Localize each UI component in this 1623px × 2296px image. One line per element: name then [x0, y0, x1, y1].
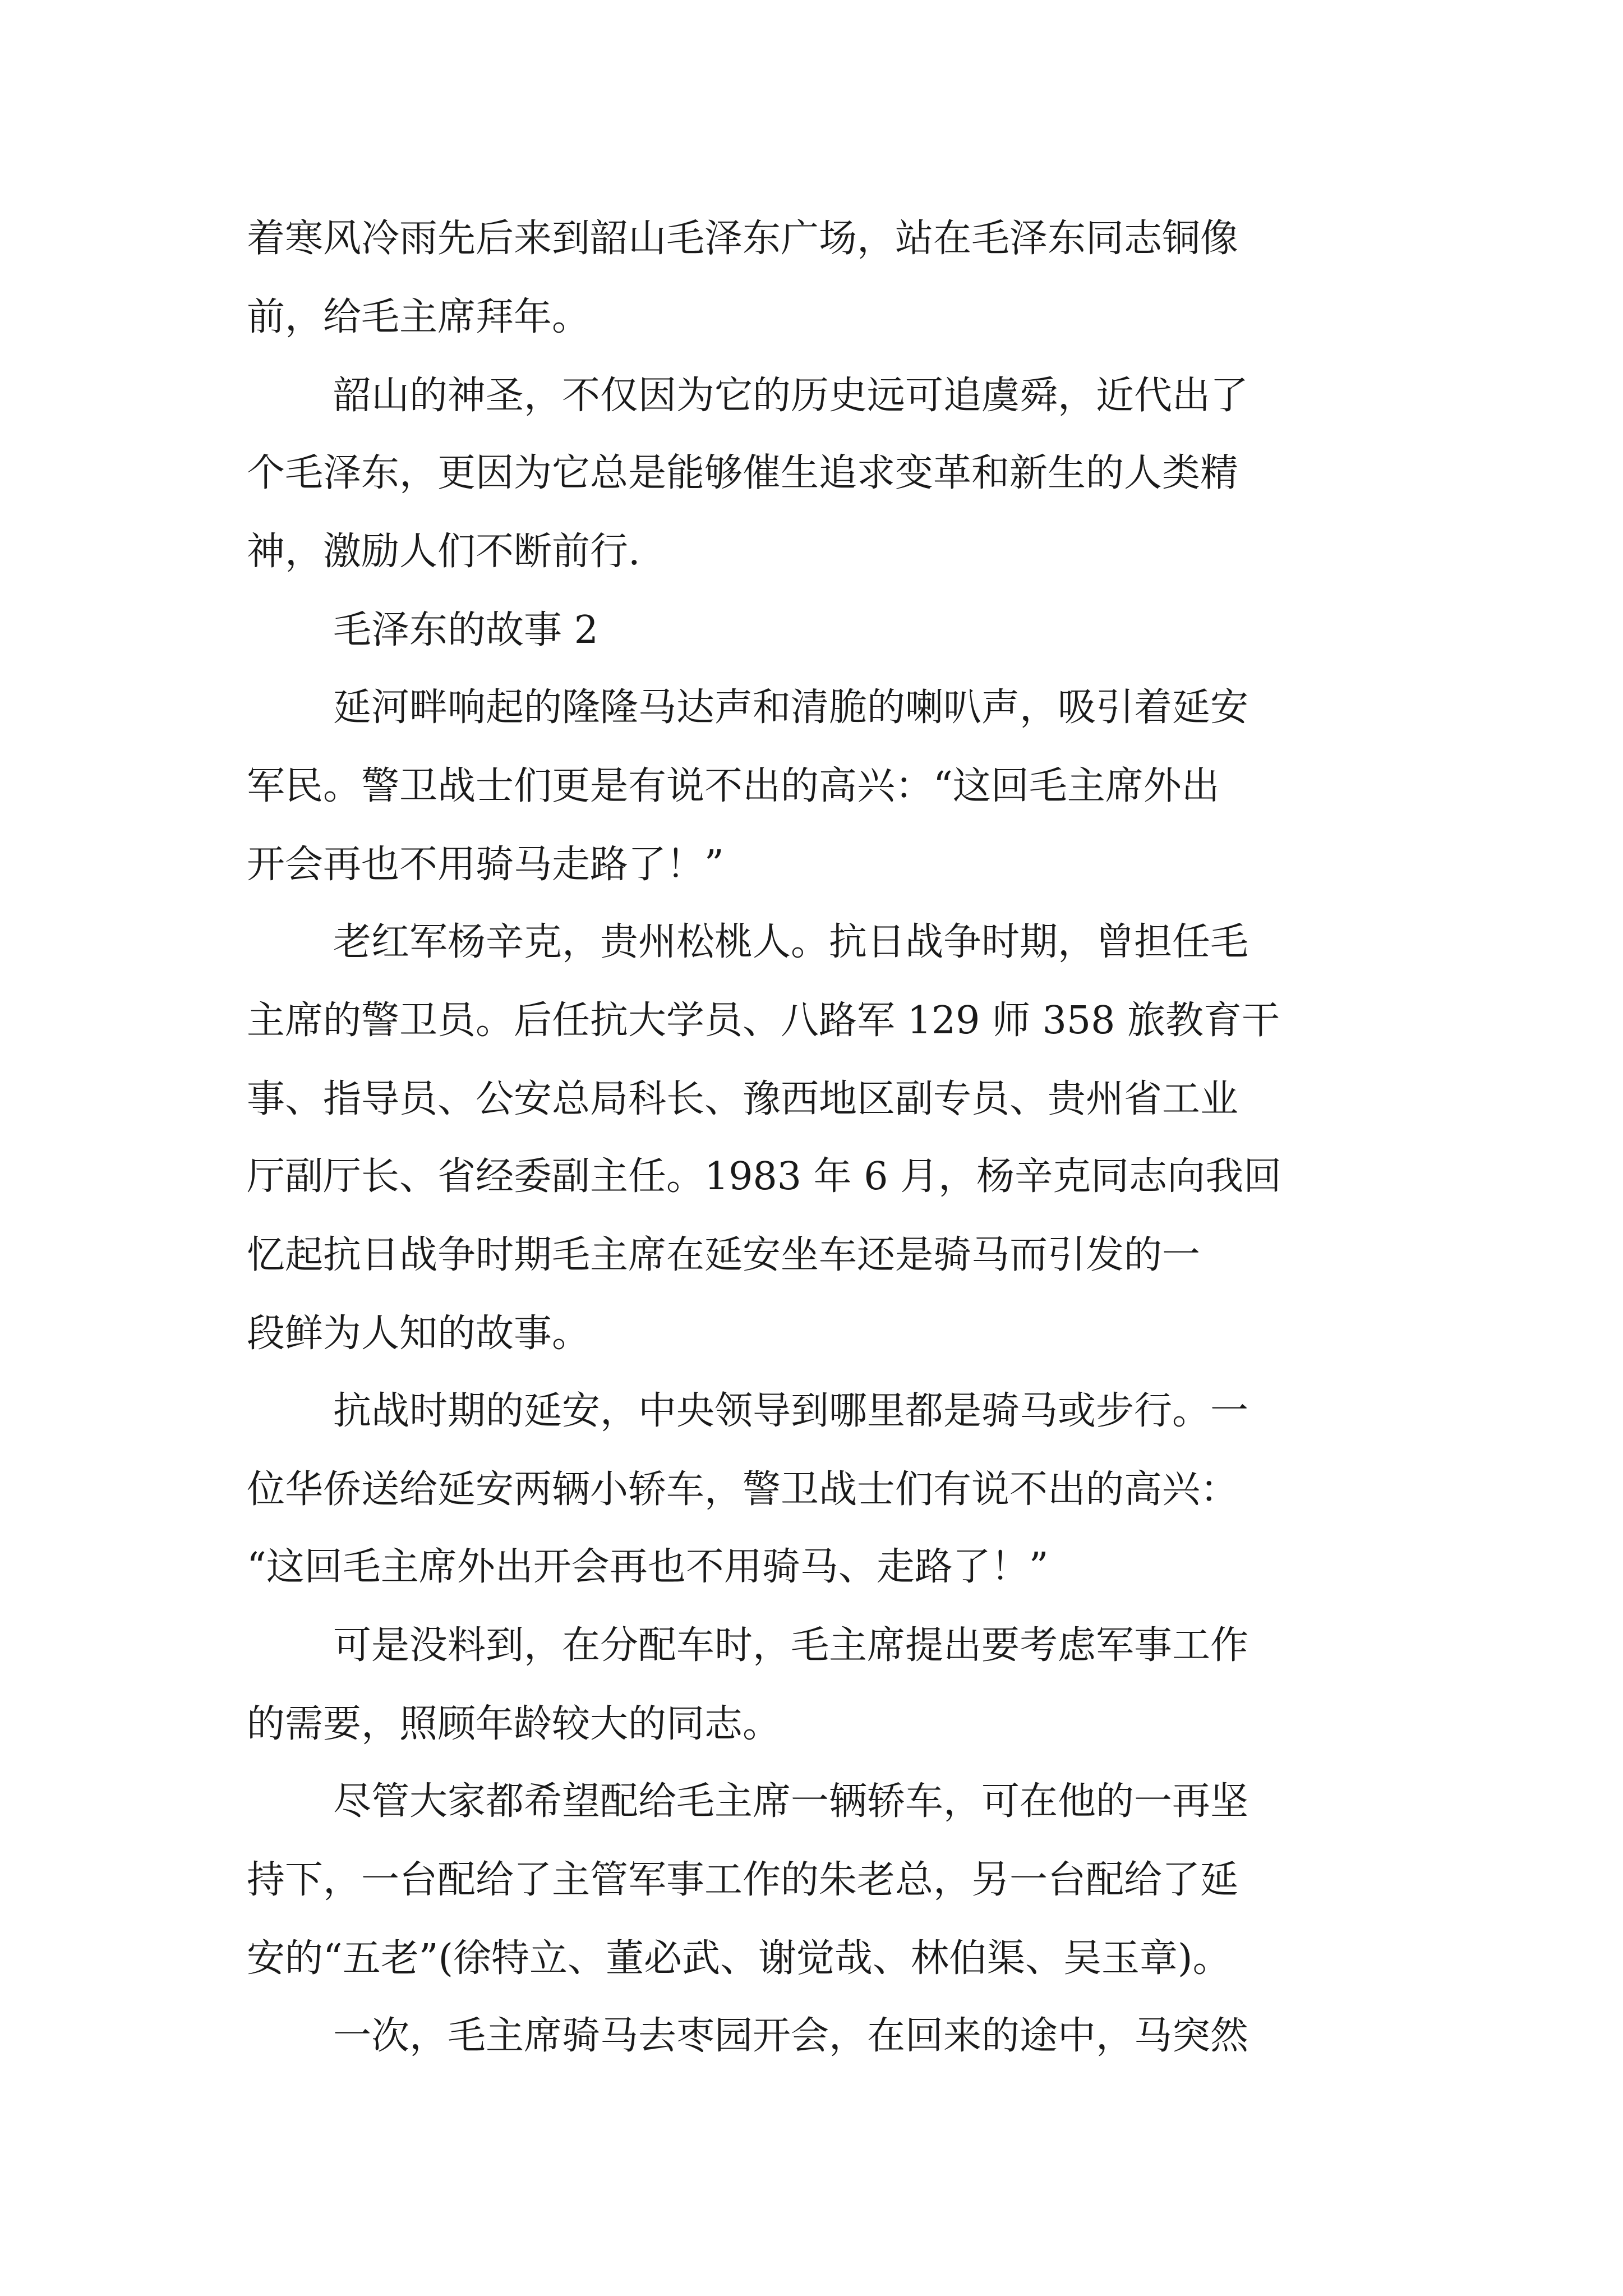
text-line-5: 神，激励人们不断前行. [247, 530, 640, 574]
text-line-21: 尽管大家都希望配给毛主席一辆轿车，可在他的一再坚 [333, 1779, 1249, 1824]
text-line-11: 主席的警卫员。后任抗大学员、八路军 129 师 358 旅教育干 [247, 999, 1280, 1043]
section-heading: 毛泽东的故事 2 [333, 608, 598, 652]
text-line-22: 持下，一台配给了主管军事工作的朱老总，另一台配给了延 [247, 1858, 1239, 1902]
text-line-17: 位华侨送给延安两辆小轿车，警卫战士们有说不出的高兴： [247, 1467, 1239, 1512]
text-line-4: 个毛泽东，更因为它总是能够催生追求变革和新生的人类精 [247, 451, 1239, 495]
text-line-19: 可是没料到，在分配车时，毛主席提出要考虑军事工作 [333, 1623, 1249, 1668]
text-line-3: 韶山的神圣，不仅因为它的历史远可追虞舜，近代出了 [333, 374, 1249, 418]
text-line-23: 安的“五老”(徐特立、董必武、谢觉哉、林伯渠、吴玉章)。 [247, 1936, 1231, 1981]
text-line-12: 事、指导员、公安总局科长、豫西地区副专员、贵州省工业 [247, 1077, 1239, 1121]
text-line-9: 开会再也不用骑马走路了！” [247, 843, 724, 887]
text-line-10: 老红军杨辛克，贵州松桃人。抗日战争时期，曾担任毛 [333, 920, 1249, 964]
text-line-2: 前，给毛主席拜年。 [247, 295, 591, 339]
text-line-1: 着寒风冷雨先后来到韶山毛泽东广场，站在毛泽东同志铜像 [247, 217, 1239, 261]
text-line-7: 延河畔响起的隆隆马达声和清脆的喇叭声，吸引着延安 [333, 685, 1249, 730]
text-line-14: 忆起抗日战争时期毛主席在延安坐车还是骑马而引发的一 [247, 1233, 1201, 1277]
text-line-24: 一次，毛主席骑马去枣园开会，在回来的途中，马突然 [333, 2014, 1249, 2058]
text-line-18: “这回毛主席外出开会再也不用骑马、走路了！” [247, 1545, 1049, 1589]
text-line-8: 军民。警卫战士们更是有说不出的高兴：“这回毛主席外出 [247, 764, 1220, 808]
text-line-15: 段鲜为人知的故事。 [247, 1312, 591, 1356]
text-line-13: 厅副厅长、省经委副主任。1983 年 6 月，杨辛克同志向我回 [247, 1154, 1282, 1199]
text-line-20: 的需要，照顾年龄较大的同志。 [247, 1702, 781, 1746]
text-line-16: 抗战时期的延安，中央领导到哪里都是骑马或步行。一 [333, 1389, 1249, 1433]
